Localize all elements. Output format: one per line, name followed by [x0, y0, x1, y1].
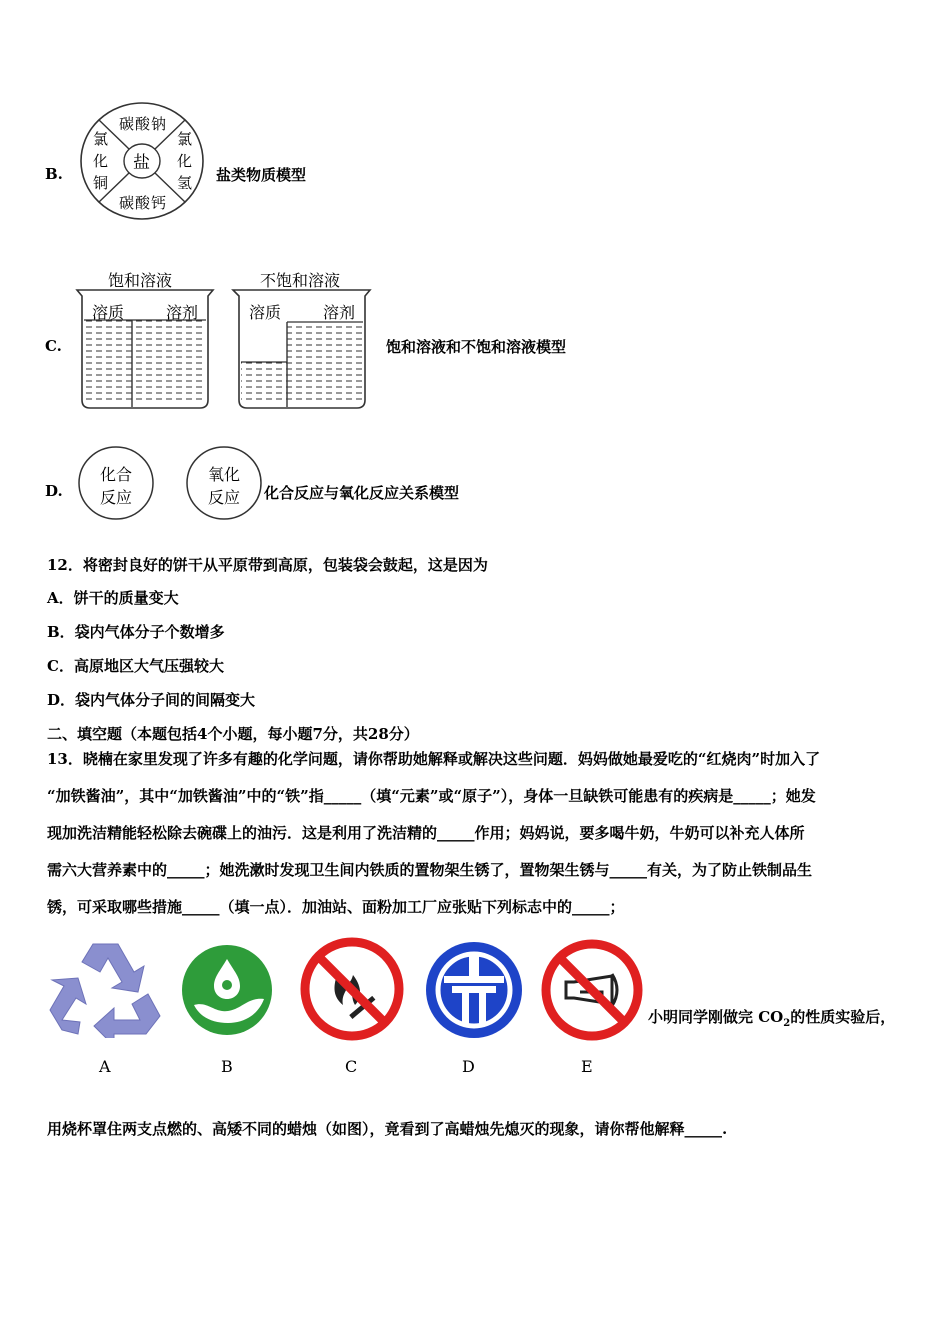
q13-line-5: 锈，可采取哪些措施_____（填一点）．加油站、面粉加工厂应张贴下列标志中的_____； [47, 898, 625, 916]
option-b-letter: B. [45, 165, 63, 183]
salt-bottom-text: 碳酸钙 [119, 194, 168, 212]
option-b-label: 盐类物质模型 [216, 166, 307, 184]
beaker1-solvent: 溶剂 [166, 303, 199, 322]
section-2-heading: 二、填空题（本题包括4个小题，每小题7分，共28分） [47, 725, 419, 743]
sign-b-caption: B [221, 1057, 233, 1076]
q12-option-b: B．袋内气体分子个数增多 [47, 623, 225, 641]
salt-left-text: 氯化铜 [93, 130, 109, 192]
q13-line-3: 现加洗洁精能轻松除去碗碟上的油污．这是利用了洗洁精的_____作用；妈妈说，要多喝牛奶，牛奶可以补充人体所 [47, 824, 805, 842]
blue-sign-icon [424, 940, 524, 1040]
beaker1-title: 饱和溶液 [108, 271, 173, 290]
beaker2-solute: 溶质 [249, 303, 282, 322]
beaker2-title: 不饱和溶液 [260, 271, 341, 290]
circle2-line1: 氧化 [208, 465, 241, 484]
salt-right-text: 氯化氢 [177, 130, 193, 192]
beaker1-solute: 溶质 [92, 303, 125, 322]
option-c-label: 饱和溶液和不饱和溶液模型 [386, 338, 567, 356]
option-d-letter: D. [45, 482, 63, 500]
salt-center-text: 盐 [133, 153, 150, 173]
salt-top-text: 碳酸钠 [119, 115, 168, 133]
sign-d-caption: D [462, 1057, 475, 1076]
sign-c-caption: C [345, 1057, 358, 1076]
q12-option-a: A．饼干的质量变大 [47, 589, 179, 607]
no-horn-sign-icon [540, 938, 645, 1043]
q12-option-d: D．袋内气体分子间的间隔变大 [47, 691, 256, 709]
option-d-label: 化合反应与氧化反应关系模型 [264, 484, 460, 502]
option-c-letter: C. [45, 337, 62, 355]
sign-a-caption: A [99, 1057, 111, 1076]
q13-line-1: 13．晓楠在家里发现了许多有趣的化学问题，请你帮助她解释或解决这些问题．妈妈做她最爱吃的“红烧肉”时加入了 [47, 750, 821, 768]
q12-option-c: C．高原地区大气压强较大 [47, 657, 224, 675]
recycle-sign-icon [48, 938, 163, 1038]
circle1-line2: 反应 [100, 488, 133, 507]
circle1-line1: 化合 [100, 465, 133, 484]
q13-after-signs: 小明同学刚做完 $CO_2$的性质实验后， [648, 1008, 896, 1029]
q12-stem: 12．将密封良好的饼干从平原带到高原，包装袋会鼓起，这是因为 [47, 556, 488, 574]
no-fire-sign-icon [297, 935, 407, 1043]
beaker2-solvent: 溶剂 [323, 303, 356, 322]
q13-last-line: 用烧杯罩住两支点燃的、高矮不同的蜡烛（如图），竟看到了高蜡烛先熄灭的现象，请你帮他解释_____. [47, 1120, 728, 1138]
sign-e-caption: E [581, 1057, 593, 1076]
q13-line-4: 需六大营养素中的_____；她洗漱时发现卫生间内铁质的置物架生锈了，置物架生锈与_____有关，为了防止铁制品生 [47, 861, 813, 879]
circle2-line2: 反应 [208, 488, 241, 507]
q13-line-2: “加铁酱油”，其中“加铁酱油”中的“铁”指_____（填“元素”或“原子”），身体一旦缺铁可能患有的疾病是_____；她发 [47, 787, 816, 805]
water-saving-sign-icon [180, 943, 275, 1038]
